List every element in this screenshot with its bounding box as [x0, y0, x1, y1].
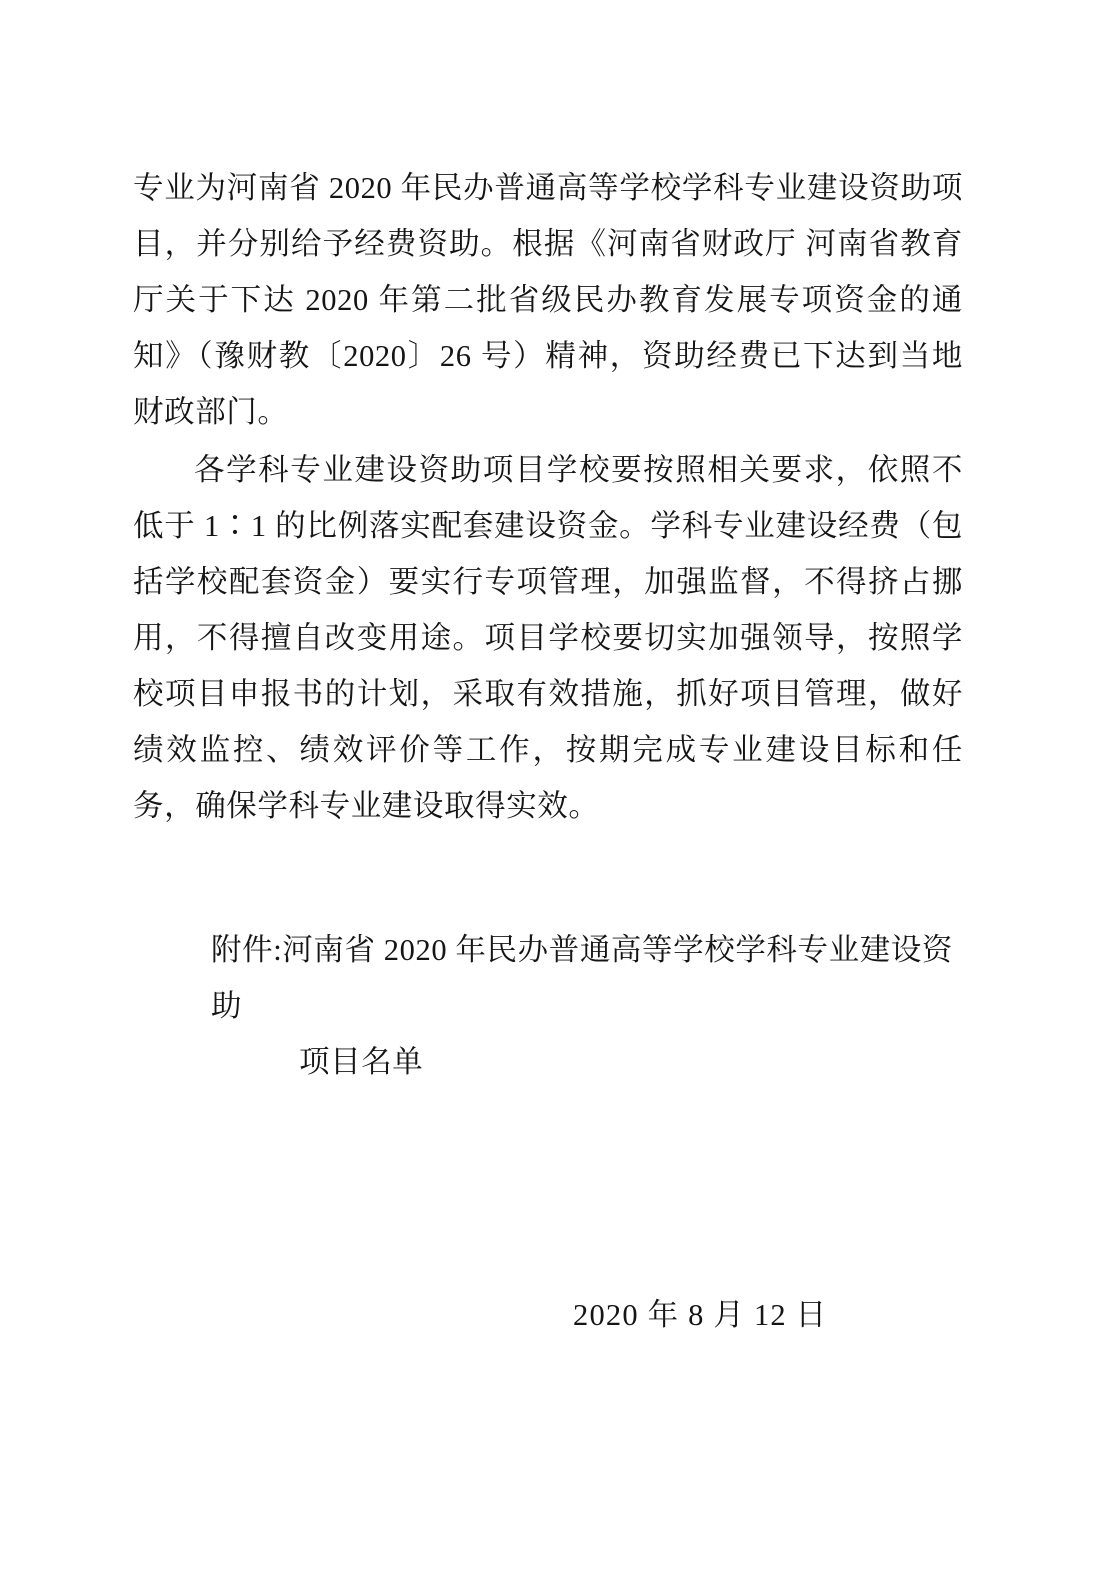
attachment-block — [133, 922, 963, 1090]
attachment-text-line1: 河南省 2020 年民办普通高等学校学科专业建设资助 — [211, 933, 954, 1023]
attachment-line — [133, 922, 963, 1090]
paragraph-1: 专业为河南省 2020 年民办普通高等学校学科专业建设资助项目，并分别给予经费资助。根据《河南省财政厅 河南省教育厅关于下达 2020 年第二批省级民办教育发展专项资金的通知》（豫财教〔2020〕26 号）精神，资助经费已下达到当地财政部门。 — [133, 171, 963, 429]
attachment-label: 附件: — [211, 933, 283, 967]
document-date: 2020 年 8 月 12 日 — [573, 1298, 828, 1332]
attachment-text-line2: 项目名单 — [299, 1045, 424, 1079]
paragraph-2: 各学科专业建设资助项目学校要按照相关要求，依照不低于 1∶1 的比例落实配套建设资金。学科专业建设经费（包括学校配套资金）要实行专项管理，加强监督，不得挤占挪用，不得擅自改变用途。项目学校要切实加强领导，按照学校项目申报书的计划，采取有效措施，抓好项目管理，做好绩效监控、绩效评价等工作，按期完成专业建设目标和任务，确保学科专业建设取得实效。 — [133, 453, 963, 823]
document-body — [133, 160, 963, 1334]
